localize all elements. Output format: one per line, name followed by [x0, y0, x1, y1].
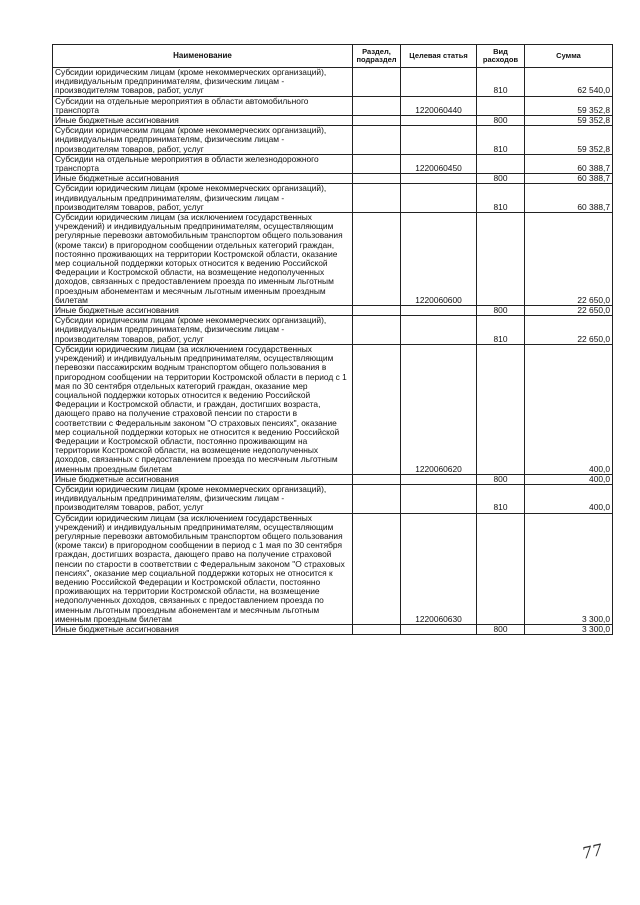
table-row	[53, 184, 613, 213]
cell-section	[353, 484, 401, 513]
cell-name: Субсидии юридическим лицам (кроме некоммерческих организаций), индивидуальным предпринимателям, физическим лицам - производителям товаров, работ, услуг	[53, 68, 353, 97]
cell-target	[401, 184, 477, 213]
cell-name: Субсидии юридическим лицам (кроме некоммерческих организаций), индивидуальным предпринимателям, физическим лицам - производителям товаров, работ, услуг	[53, 126, 353, 155]
cell-sum: 22 650,0	[525, 213, 613, 306]
cell-section	[353, 213, 401, 306]
cell-sum: 59 352,8	[525, 116, 613, 126]
cell-sum: 62 540,0	[525, 68, 613, 97]
table-header-row	[53, 45, 613, 68]
cell-sum: 400,0	[525, 344, 613, 474]
cell-sum: 59 352,8	[525, 96, 613, 115]
cell-sum: 60 388,7	[525, 184, 613, 213]
cell-section	[353, 316, 401, 345]
table-row	[53, 316, 613, 345]
cell-sum: 59 352,8	[525, 126, 613, 155]
cell-sum: 22 650,0	[525, 316, 613, 345]
cell-name: Иные бюджетные ассигнования	[53, 116, 353, 126]
cell-section	[353, 68, 401, 97]
table-row	[53, 474, 613, 484]
cell-target: 1220060600	[401, 213, 477, 306]
cell-type	[477, 96, 525, 115]
header-target: Целевая статья	[401, 45, 477, 68]
table-body	[53, 68, 613, 635]
cell-target	[401, 306, 477, 316]
table-row	[53, 624, 613, 634]
cell-type: 810	[477, 484, 525, 513]
table-row	[53, 174, 613, 184]
table-row	[53, 306, 613, 316]
cell-type: 800	[477, 174, 525, 184]
header-sum: Сумма	[525, 45, 613, 68]
budget-table	[52, 44, 613, 635]
cell-target	[401, 624, 477, 634]
cell-name: Субсидии юридическим лицам (кроме некоммерческих организаций), индивидуальным предпринимателям, физическим лицам - производителям товаров, работ, услуг	[53, 484, 353, 513]
table-row	[53, 116, 613, 126]
cell-section	[353, 474, 401, 484]
cell-name: Субсидии юридическим лицам (кроме некоммерческих организаций), индивидуальным предпринимателям, физическим лицам - производителям товаров, работ, услуг	[53, 316, 353, 345]
cell-name: Субсидии на отдельные мероприятия в области автомобильного транспорта	[53, 96, 353, 115]
page-number: 77	[580, 840, 605, 863]
cell-type: 800	[477, 624, 525, 634]
cell-target: 1220060630	[401, 513, 477, 624]
cell-section	[353, 126, 401, 155]
cell-type	[477, 344, 525, 474]
cell-type: 800	[477, 474, 525, 484]
cell-type	[477, 213, 525, 306]
cell-sum: 60 388,7	[525, 154, 613, 173]
cell-name: Субсидии на отдельные мероприятия в области железнодорожного транспорта	[53, 154, 353, 173]
cell-type: 810	[477, 184, 525, 213]
table-row	[53, 154, 613, 173]
header-type: Вид расходов	[477, 45, 525, 68]
table-row	[53, 68, 613, 97]
cell-name: Субсидии юридическим лицам (за исключением государственных учреждений) и индивидуальным предпринимателям, осуществляющим регулярные перевозки автомобильным транспортом общего пользования (кроме такси) в пригородном сообщении в период с 1 мая по 30 сентября граждан, достигших возраста, дающего право на получение страховой пенсии по старости в соответствии с Федеральным законом "О страховых пенсиях", оказание мер социальной поддержки которых не относится к ведению Российской Федерации и Костромской области, постоянно проживающих на территории Костромской области, на возмещение недополученных доходов, связанных с предоставлением проезда по именным льготным проездным абонементам и месячным льготным именным проездным билетам	[53, 513, 353, 624]
cell-name: Иные бюджетные ассигнования	[53, 474, 353, 484]
header-section: Раздел, подраздел	[353, 45, 401, 68]
cell-target	[401, 126, 477, 155]
cell-target	[401, 116, 477, 126]
cell-section	[353, 116, 401, 126]
cell-target	[401, 474, 477, 484]
cell-target	[401, 316, 477, 345]
cell-target	[401, 484, 477, 513]
table-row	[53, 513, 613, 624]
table-row	[53, 213, 613, 306]
cell-section	[353, 174, 401, 184]
cell-name: Иные бюджетные ассигнования	[53, 624, 353, 634]
cell-name: Субсидии юридическим лицам (кроме некоммерческих организаций), индивидуальным предпринимателям, физическим лицам - производителям товаров, работ, услуг	[53, 184, 353, 213]
cell-section	[353, 184, 401, 213]
cell-type: 810	[477, 68, 525, 97]
cell-target	[401, 174, 477, 184]
cell-sum: 400,0	[525, 474, 613, 484]
cell-section	[353, 513, 401, 624]
cell-sum: 22 650,0	[525, 306, 613, 316]
table-row	[53, 484, 613, 513]
cell-type: 800	[477, 306, 525, 316]
cell-target	[401, 68, 477, 97]
table-row	[53, 96, 613, 115]
cell-sum: 400,0	[525, 484, 613, 513]
cell-section	[353, 154, 401, 173]
cell-sum: 3 300,0	[525, 513, 613, 624]
cell-target: 1220060440	[401, 96, 477, 115]
cell-sum: 3 300,0	[525, 624, 613, 634]
cell-name: Субсидии юридическим лицам (за исключением государственных учреждений) и индивидуальным предпринимателям, осуществляющим регулярные перевозки автомобильным транспортом общего пользования (кроме такси) в пригородном сообщении отдельных категорий граждан, постоянно проживающих на территории Костромской области, оказание мер социальной поддержки которых относится к ведению Российской Федерации и Костромской области, на возмещение недополученных доходов, связанных с предоставлением проезда по именным льготным проездным абонементам и месячным льготным именным проездным билетам	[53, 213, 353, 306]
cell-section	[353, 96, 401, 115]
cell-type: 810	[477, 316, 525, 345]
table-row	[53, 344, 613, 474]
cell-section	[353, 306, 401, 316]
cell-type	[477, 513, 525, 624]
cell-name: Субсидии юридическим лицам (за исключением государственных учреждений) и индивидуальным предпринимателям, осуществляющим перевозки пассажирским водным транспортом общего пользования в пригородном сообщении на территории Костромской области в период с 1 мая по 30 сентября отдельных категорий граждан, оказание мер социальной поддержки которых относится к ведению Российской Федерации и Костромской области, и граждан, достигших возраста, дающего право на получение страховой пенсии по старости в соответствии с Федеральным законом "О страховых пенсиях", оказание мер социальной поддержки которых не относится к ведению Российской Федерации и Костромской области, постоянно проживающим на территории Костромской области, на возмещение недополученных доходов, связанных с предоставлением проезда по месячным льготным именным проездным билетам	[53, 344, 353, 474]
cell-section	[353, 624, 401, 634]
cell-target: 1220060620	[401, 344, 477, 474]
cell-type	[477, 154, 525, 173]
cell-type: 810	[477, 126, 525, 155]
cell-name: Иные бюджетные ассигнования	[53, 306, 353, 316]
cell-type: 800	[477, 116, 525, 126]
cell-name: Иные бюджетные ассигнования	[53, 174, 353, 184]
header-name: Наименование	[53, 45, 353, 68]
cell-sum: 60 388,7	[525, 174, 613, 184]
cell-section	[353, 344, 401, 474]
table-row	[53, 126, 613, 155]
cell-target: 1220060450	[401, 154, 477, 173]
